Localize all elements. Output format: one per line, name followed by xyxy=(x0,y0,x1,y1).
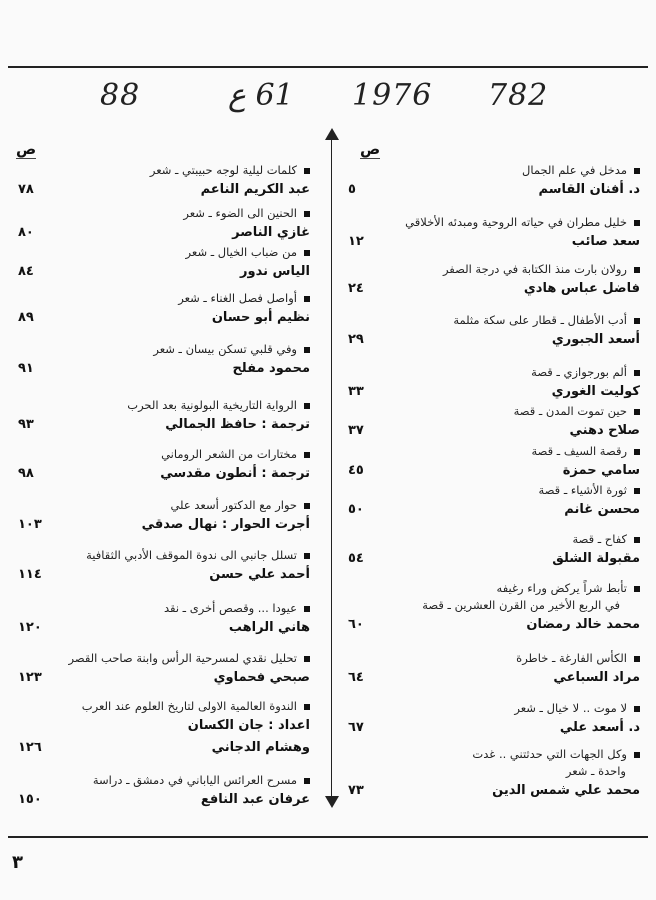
bullet-icon xyxy=(634,752,640,758)
entry-page: ٧٨ xyxy=(18,182,34,197)
entry-page: ٨٠ xyxy=(18,225,34,240)
toc-entry xyxy=(18,650,310,690)
bullet-icon xyxy=(634,488,640,494)
entry-page: ٩٣ xyxy=(18,417,34,432)
entry-author: ترجمة : أنطون مقدسي xyxy=(160,466,310,481)
page-number: ٣ xyxy=(12,852,23,873)
entry-author: الياس ندور xyxy=(240,264,310,279)
bullet-icon xyxy=(634,370,640,376)
toc-entry xyxy=(18,290,310,330)
entry-author: مقبولة الشلق xyxy=(552,551,640,566)
toc-entry xyxy=(348,700,640,740)
bullet-icon xyxy=(634,706,640,712)
bullet-icon xyxy=(634,409,640,415)
entry-page: ١٥٠ xyxy=(18,792,42,807)
entry-title: من ضباب الخيال ـ شعر xyxy=(185,245,297,259)
toc-entry xyxy=(348,443,640,483)
toc-entry xyxy=(348,364,640,404)
toc-entry xyxy=(348,580,640,637)
entry-page: ١٢٦ xyxy=(18,740,42,755)
entry-author: أجرت الحوار : نهال صدقي xyxy=(141,517,310,532)
toc-entry xyxy=(18,547,310,587)
bullet-icon xyxy=(634,220,640,226)
toc-entry xyxy=(348,214,640,254)
bullet-icon xyxy=(304,452,310,458)
bullet-icon xyxy=(304,347,310,353)
entry-author: صلاح دهني xyxy=(569,423,640,438)
handwritten-issue: 61 ع xyxy=(228,78,294,113)
toc-entry xyxy=(18,341,310,381)
bullet-icon xyxy=(304,778,310,784)
entry-title: تحليل نقدي لمسرحية الرأس وابنة صاحب القصر xyxy=(68,651,297,665)
bullet-icon xyxy=(634,267,640,273)
entry-page: ٤٥ xyxy=(348,463,364,478)
entry-author: مراد السباعي xyxy=(553,670,640,685)
entry-author: محسن غانم xyxy=(564,502,640,517)
entry-author: صبحي فحماوي xyxy=(213,670,310,685)
entry-title: تأبط شراً يركض وراء رغيفه xyxy=(496,581,627,595)
entry-title: تسلل جانبي الى ندوة الموقف الأدبي الثقافية xyxy=(86,548,297,562)
toc-entry xyxy=(18,698,310,760)
handwritten-year: 1976 xyxy=(352,78,433,113)
entry-page: ٥٠ xyxy=(348,502,364,517)
divider-arrow-down-icon xyxy=(325,796,339,808)
bullet-icon xyxy=(304,553,310,559)
entry-title: حوار مع الدكتور أسعد علي xyxy=(170,498,297,512)
bullet-icon xyxy=(634,656,640,662)
entry-page: ٨٩ xyxy=(18,310,34,325)
left-column xyxy=(18,0,310,900)
entry-title: عيودا ... وقصص أخرى ـ نقد xyxy=(163,601,297,615)
bullet-icon xyxy=(304,168,310,174)
toc-entry xyxy=(18,772,310,812)
bullet-icon xyxy=(634,586,640,592)
entry-page: ٩٨ xyxy=(18,466,34,481)
bullet-icon xyxy=(304,704,310,710)
entry-author: أسعد الجبوري xyxy=(551,332,640,347)
entry-title: لا موت .. لا خيال ـ شعر xyxy=(514,701,627,715)
entry-author: محمد خالد رمضان xyxy=(526,617,640,632)
entry-title: حين تموت المدن ـ قصة xyxy=(513,404,627,418)
toc-entry xyxy=(348,403,640,443)
bullet-icon xyxy=(304,403,310,409)
entry-title: رولان بارت منذ الكتابة في درجة الصفر xyxy=(442,262,627,276)
entry-page: ٦٤ xyxy=(348,670,364,685)
entry-page: ٦٠ xyxy=(348,617,364,632)
toc-entry xyxy=(348,650,640,690)
toc-entry xyxy=(18,446,310,486)
entry-author: نظيم أبو حسان xyxy=(211,310,310,325)
entry-page: ٨٤ xyxy=(18,264,34,279)
entry-author: عرفان عبد النافع xyxy=(200,792,310,807)
entry-title: الرواية التاريخية البولونية بعد الحرب xyxy=(127,398,297,412)
bullet-icon xyxy=(304,656,310,662)
bullet-icon xyxy=(304,606,310,612)
entry-title: وكل الجهات التي حدثتني .. غدت xyxy=(472,747,627,761)
entry-title-cont: في الربع الأخير من القرن العشرين ـ قصة xyxy=(422,598,620,612)
entry-title: وفي قلبي تسكن بيسان ـ شعر xyxy=(153,342,297,356)
entry-title: ألم بورجوازي ـ قصة xyxy=(531,365,627,379)
entry-page: ١٢ xyxy=(348,234,364,249)
entry-page: ١٢٣ xyxy=(18,670,42,685)
handwritten-code-right: 782 xyxy=(488,78,549,113)
entry-page: ٥٤ xyxy=(348,551,364,566)
toc-entry xyxy=(348,482,640,522)
entry-author: اعداد : جان الكسان xyxy=(187,718,310,733)
entry-title: الندوة العالمية الاولى لتاريخ العلوم عند العرب xyxy=(81,699,297,713)
handwritten-code-left: 88 xyxy=(100,78,141,113)
toc-entry xyxy=(18,497,310,537)
left-column-header: ص xyxy=(16,140,37,158)
bullet-icon xyxy=(634,537,640,543)
entry-title: ثورة الأشياء ـ قصة xyxy=(538,483,627,497)
entry-title: مدخل في علم الجمال xyxy=(521,163,627,177)
entry-author: د. أفنان القاسم xyxy=(538,182,640,197)
toc-entry xyxy=(348,531,640,571)
entry-title-cont: واحدة ـ شعر xyxy=(565,764,626,778)
toc-entry xyxy=(18,244,310,284)
bullet-icon xyxy=(634,449,640,455)
entry-page: ١٢٠ xyxy=(18,620,42,635)
entry-page: ١١٤ xyxy=(18,567,42,582)
entry-author: د. أسعد علي xyxy=(559,720,640,735)
entry-author-cont: وهشام الدجاني xyxy=(211,740,310,755)
toc-entry xyxy=(348,746,640,803)
toc-entry xyxy=(18,397,310,437)
entry-page: ٣٧ xyxy=(348,423,364,438)
entry-page: ٢٩ xyxy=(348,332,364,347)
bullet-icon xyxy=(304,250,310,256)
bullet-icon xyxy=(304,296,310,302)
entry-title: الحنين الى الضوء ـ شعر xyxy=(183,206,297,220)
right-column-header: ص xyxy=(360,140,381,158)
toc-entry xyxy=(18,205,310,245)
toc-entry xyxy=(18,162,310,202)
entry-author: كوليت الغوري xyxy=(551,384,640,399)
entry-title: مختارات من الشعر الروماني xyxy=(161,447,297,461)
entry-author: محمود مفلح xyxy=(232,361,310,376)
entry-page: ٣٣ xyxy=(348,384,364,399)
entry-page: ٦٧ xyxy=(348,720,364,735)
entry-title: خليل مطران في حياته الروحية ومبدئه الأخلاقي xyxy=(405,215,627,229)
entry-title: كلمات ليلية لوجه حبيبتي ـ شعر xyxy=(149,163,297,177)
entry-author: سعد صائب xyxy=(571,234,640,249)
entry-title: رقصة السيف ـ قصة xyxy=(531,444,627,458)
entry-title: أدب الأطفال ـ قطار على سكة مثلمة xyxy=(453,313,627,327)
bullet-icon xyxy=(304,211,310,217)
bullet-icon xyxy=(304,503,310,509)
bullet-icon xyxy=(634,168,640,174)
toc-entry xyxy=(18,600,310,640)
entry-author: هاني الراهب xyxy=(228,620,310,635)
column-divider xyxy=(331,138,332,800)
toc-entry xyxy=(348,312,640,352)
entry-title: الكأس الفارغة ـ خاطرة xyxy=(516,651,627,665)
bullet-icon xyxy=(634,318,640,324)
entry-page: ٩١ xyxy=(18,361,34,376)
toc-entry xyxy=(348,261,640,301)
entry-author: عبد الكريم الناعم xyxy=(200,182,310,197)
entry-author: غازي الناصر xyxy=(232,225,310,240)
divider-arrow-up-icon xyxy=(325,128,339,140)
entry-author: سامي حمزة xyxy=(562,463,640,478)
entry-page: ٧٣ xyxy=(348,783,364,798)
entry-title: أواصل فصل الغناء ـ شعر xyxy=(178,291,297,305)
entry-author: فاضل عباس هادي xyxy=(523,281,640,296)
entry-page: ٢٤ xyxy=(348,281,364,296)
entry-title: مسرح العرائس الياباني في دمشق ـ دراسة xyxy=(92,773,297,787)
entry-page: ٥ xyxy=(348,182,356,197)
right-column xyxy=(348,0,640,900)
entry-author: محمد علي شمس الدين xyxy=(492,783,640,798)
entry-author: ترجمة : حافظ الجمالي xyxy=(165,417,310,432)
entry-author: أحمد علي حسن xyxy=(209,567,310,582)
entry-title: كفاح ـ قصة xyxy=(572,532,627,546)
entry-page: ١٠٣ xyxy=(18,517,42,532)
toc-entry xyxy=(348,162,640,202)
